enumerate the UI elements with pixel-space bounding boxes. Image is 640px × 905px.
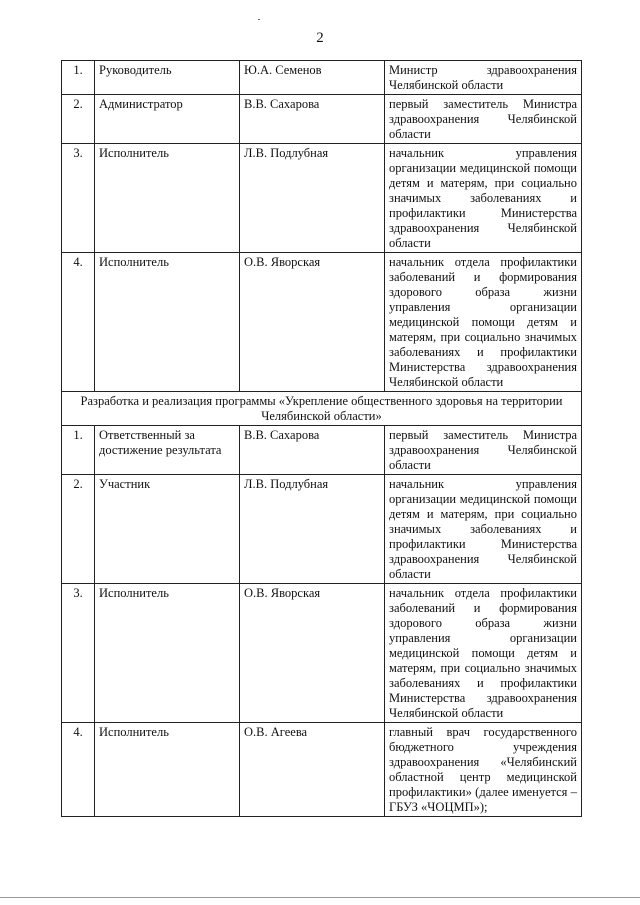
section-header-row — [62, 392, 582, 426]
row-number: 3. — [62, 584, 95, 723]
person-cell: О.В. Агеева — [240, 723, 385, 817]
role-cell: Администратор — [95, 95, 240, 144]
position-cell: первый заместитель Министра здравоохранения Челябинской области — [385, 95, 582, 144]
person-cell: О.В. Яворская — [240, 584, 385, 723]
scan-speck — [258, 19, 260, 20]
position-cell: начальник отдела профилактики заболеваний и формирования здорового образа жизни управления организации медицинской помощи детям и матерям, при социально значимых заболеваниях и профилактики Министерства здравоохранения Челябинской области — [385, 584, 582, 723]
person-cell: В.В. Сахарова — [240, 426, 385, 475]
page-number: 2 — [316, 30, 324, 46]
position-cell: начальник управления организации медицинской помощи детям и матерям, при социально значимых заболеваниях и профилактики Министерства здравоохранения Челябинской области — [385, 144, 582, 253]
role-cell: Исполнитель — [95, 253, 240, 392]
row-number: 2. — [62, 475, 95, 584]
table-row — [62, 144, 582, 253]
table-row — [62, 475, 582, 584]
scan-edge-line — [0, 897, 640, 898]
person-cell: Л.В. Подлубная — [240, 475, 385, 584]
table-row — [62, 61, 582, 95]
section-title: Разработка и реализация программы «Укрепление общественного здоровья на территории Челябинской области» — [62, 392, 582, 426]
person-cell: Ю.А. Семенов — [240, 61, 385, 95]
table-row — [62, 253, 582, 392]
table-row — [62, 426, 582, 475]
position-cell: первый заместитель Министра здравоохранения Челябинской области — [385, 426, 582, 475]
row-number: 4. — [62, 723, 95, 817]
row-number: 3. — [62, 144, 95, 253]
role-cell: Исполнитель — [95, 584, 240, 723]
person-cell: О.В. Яворская — [240, 253, 385, 392]
row-number: 2. — [62, 95, 95, 144]
role-cell: Руководитель — [95, 61, 240, 95]
position-cell: начальник отдела профилактики заболеваний и формирования здорового образа жизни управления организации медицинской помощи детям и матерям, при социально значимых заболеваниях и профилактики Министерства здравоохранения Челябинской области — [385, 253, 582, 392]
responsibility-table — [61, 60, 582, 817]
table-row — [62, 584, 582, 723]
row-number: 1. — [62, 61, 95, 95]
table-row — [62, 723, 582, 817]
position-cell: главный врач государственного бюджетного учреждения здравоохранения «Челябинский областной центр медицинской профилактики» (далее именуется – ГБУЗ «ЧОЦМП»); — [385, 723, 582, 817]
role-cell: Участник — [95, 475, 240, 584]
person-cell: Л.В. Подлубная — [240, 144, 385, 253]
row-number: 1. — [62, 426, 95, 475]
role-cell: Исполнитель — [95, 144, 240, 253]
role-cell: Ответственный за достижение результата — [95, 426, 240, 475]
table-row — [62, 95, 582, 144]
row-number: 4. — [62, 253, 95, 392]
person-cell: В.В. Сахарова — [240, 95, 385, 144]
table-body — [62, 61, 582, 817]
role-cell: Исполнитель — [95, 723, 240, 817]
position-cell: начальник управления организации медицинской помощи детям и матерям, при социально значимых заболеваниях и профилактики Министерства здравоохранения Челябинской области — [385, 475, 582, 584]
position-cell: Министр здравоохранения Челябинской области — [385, 61, 582, 95]
